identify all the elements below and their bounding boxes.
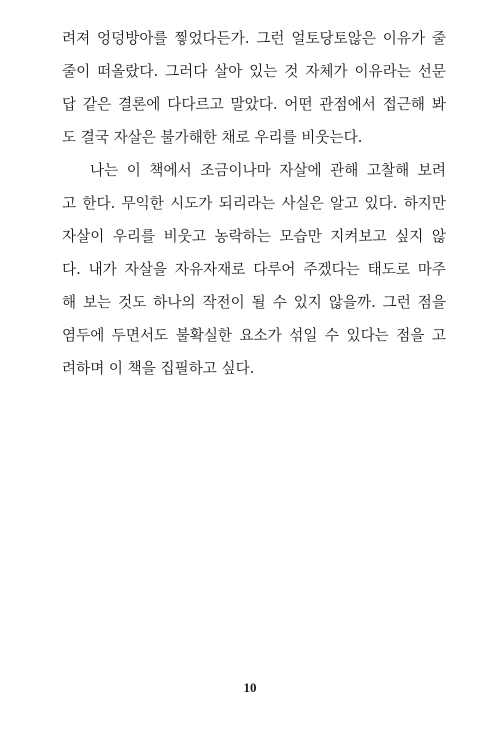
text-line: 고 한다. 무익한 시도가 되리라는 사실은 알고 있다. 하지만 — [62, 195, 446, 212]
text-line: 해 보는 것도 하나의 작전이 될 수 있지 않을까. 그런 점을 — [62, 294, 446, 311]
body-text — [62, 22, 446, 385]
text-line: 나는 이 책에서 조금이나마 자살에 관해 고찰해 보려 — [90, 162, 446, 179]
text-line: 답 같은 결론에 다다르고 말았다. 어떤 관점에서 접근해 봐 — [62, 96, 446, 113]
text-line: 려져 엉덩방아를 찧었다든가. 그런 얼토당토않은 이유가 줄 — [62, 30, 446, 47]
text-line: 염두에 두면서도 불확실한 요소가 섞일 수 있다는 점을 고 — [62, 327, 446, 344]
paragraph-1 — [62, 22, 446, 154]
page-number: 10 — [243, 680, 257, 695]
text-line: 자살이 우리를 비웃고 농락하는 모습만 지켜보고 싶지 않 — [62, 228, 446, 245]
text-line: 다. 내가 자살을 자유자재로 다루어 주겠다는 태도로 마주 — [62, 261, 446, 278]
text-line: 줄이 떠올랐다. 그러다 살아 있는 것 자체가 이유라는 선문 — [62, 63, 446, 80]
text-line: 도 결국 자살은 불가해한 채로 우리를 비웃는다. — [62, 129, 363, 146]
paragraph-2 — [62, 154, 446, 385]
text-line: 려하며 이 책을 집필하고 싶다. — [62, 360, 255, 377]
